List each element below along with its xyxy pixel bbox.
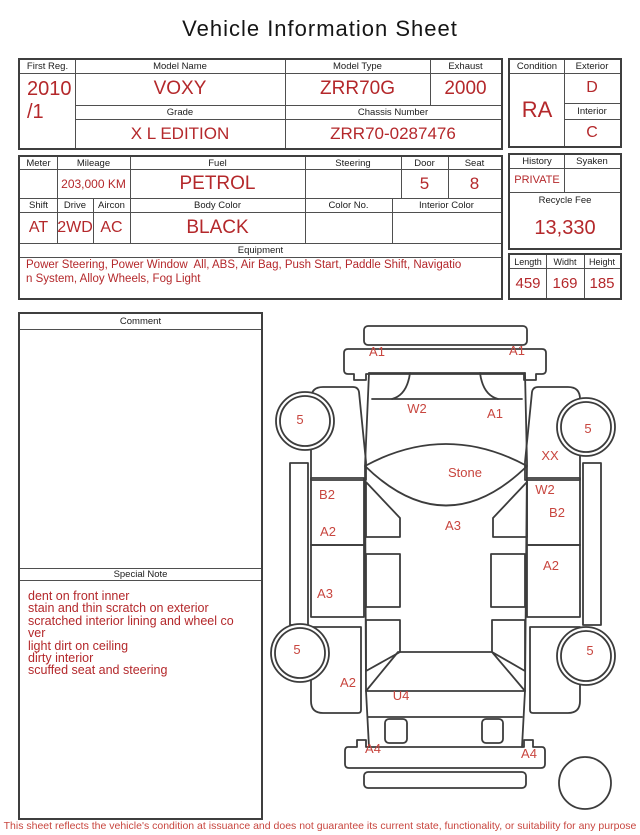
diagram-label-a1: A1 <box>487 406 503 421</box>
spare-wheel-circle <box>559 757 611 809</box>
dimensions-box <box>508 253 622 300</box>
diagram-label-w2: W2 <box>407 401 427 416</box>
diagram-label-a1: A1 <box>509 343 525 358</box>
right-headlight <box>482 719 503 743</box>
diagram-labels <box>293 343 593 761</box>
comment-label: Comment <box>119 316 162 327</box>
front-lower-strip <box>364 772 526 788</box>
diagram-label-w2: W2 <box>535 482 555 497</box>
first-reg-month: /1 <box>27 101 44 123</box>
special-note-line: stain and thin scratch on exterior <box>28 601 209 616</box>
spec-table <box>18 155 503 300</box>
equipment-line: Power Steering, Power Window All, ABS, Air Bag, Push Start, Paddle Shift, Navigatio <box>26 259 462 271</box>
special-note-text <box>20 590 261 677</box>
aircon-label: Aircon <box>98 199 125 211</box>
diagram-label-b2: B2 <box>549 505 565 520</box>
length-label: Length <box>514 256 542 267</box>
diagram-label-5: 5 <box>296 412 304 427</box>
history-value: PRIVATE <box>514 174 560 186</box>
comment-box <box>18 312 263 820</box>
right-front-door <box>527 545 580 617</box>
right-front-window <box>492 620 525 671</box>
diagram-label-stone: Stone <box>448 465 482 480</box>
exterior-value: D <box>586 79 598 96</box>
grade-value: X L EDITION <box>130 123 230 143</box>
seat-value: 8 <box>469 173 480 193</box>
left-rear-wheel <box>276 392 334 450</box>
first-reg-year: 2010 <box>27 78 72 100</box>
special-note-line: dent on front inner <box>28 589 130 603</box>
diagram-label-5: 5 <box>293 642 301 657</box>
chassis-number-value: ZRR70-0287476 <box>330 123 456 143</box>
condition-value: RA <box>521 96 553 122</box>
body-color-value: BLACK <box>186 216 249 238</box>
diagram-label-a2: A2 <box>340 675 356 690</box>
exterior-label: Exterior <box>575 61 609 72</box>
diagram-label-5: 5 <box>584 421 592 436</box>
interior-color-label: Interior Color <box>419 199 474 211</box>
page-title: Vehicle Information Sheet <box>182 16 458 41</box>
height-label: Height <box>588 256 615 267</box>
registration-table <box>18 58 503 150</box>
roof-glass <box>365 444 527 506</box>
divider <box>20 580 261 581</box>
seat-label: Seat <box>464 157 485 169</box>
equipment-label: Equipment <box>237 244 284 256</box>
rear-window-arc-right <box>480 373 498 399</box>
history-box <box>508 153 622 250</box>
model-type-label: Model Type <box>333 61 382 72</box>
grade-label: Grade <box>166 106 194 118</box>
diagram-label-5: 5 <box>586 643 594 658</box>
fuel-label: Fuel <box>208 157 227 169</box>
diagram-label-a3: A3 <box>317 586 333 601</box>
special-note-line: scuffed seat and steering <box>28 663 168 678</box>
diagram-label-a4: A4 <box>521 746 537 761</box>
width-value: 169 <box>552 274 578 292</box>
special-note-line: ver <box>28 626 46 641</box>
diagram-label-a1: A1 <box>369 344 385 359</box>
door-label: Door <box>414 157 435 169</box>
syaken-label: Syaken <box>576 156 608 167</box>
mileage-value: 203,000 KM <box>61 176 126 191</box>
first-reg-label: First Reg. <box>26 61 69 72</box>
model-name-value: VOXY <box>153 78 207 99</box>
left-headlight <box>385 719 407 743</box>
diagram-label-u4: U4 <box>392 688 410 703</box>
condition-box <box>508 58 622 148</box>
model-type-value: ZRR70G <box>320 78 395 99</box>
recycle-fee-value: 13,330 <box>534 216 596 239</box>
left-front-door <box>311 545 364 617</box>
comment-text <box>20 330 261 568</box>
mileage-label: Mileage <box>76 157 111 169</box>
shift-label: Shift <box>28 199 48 211</box>
right-door-window <box>491 554 525 607</box>
aircon-value: AC <box>100 218 123 236</box>
history-label: History <box>522 156 552 167</box>
right-quarter-window <box>493 482 527 537</box>
first-reg-value <box>22 78 80 124</box>
chassis-number-label: Chassis Number <box>357 106 429 118</box>
door-value: 5 <box>419 173 430 193</box>
left-front-window <box>366 620 400 671</box>
shift-value: AT <box>28 218 49 236</box>
interior-value: C <box>586 123 598 141</box>
right-rocker <box>583 463 601 625</box>
condition-label: Condition <box>516 61 558 72</box>
diagram-label-a4: A4 <box>365 741 381 756</box>
model-name-label: Model Name <box>153 61 207 72</box>
rear-spoiler <box>364 326 527 345</box>
recycle-fee-label: Recycle Fee <box>538 194 592 206</box>
height-value: 185 <box>589 274 615 292</box>
diagram-label-a2: A2 <box>543 558 559 573</box>
width-label: Widht <box>553 256 577 267</box>
diagram-label-xx: XX <box>541 448 559 463</box>
special-note-label: Special Note <box>113 568 168 580</box>
drive-label: Drive <box>63 199 87 211</box>
drive-value: 2WD <box>57 218 93 236</box>
special-note-line: light dirt on ceiling <box>28 638 129 653</box>
interior-label: Interior <box>577 105 607 117</box>
car-damage-diagram <box>270 310 640 810</box>
exhaust-value: 2000 <box>444 78 487 99</box>
meter-label: Meter <box>26 157 51 169</box>
special-note-line: dirty interior <box>28 651 94 666</box>
exhaust-label: Exhaust <box>448 61 483 72</box>
diagram-label-a2: A2 <box>320 524 336 539</box>
equipment-text <box>20 257 501 286</box>
body-color-label: Body Color <box>194 199 241 211</box>
rear-window-arc-left <box>392 373 410 399</box>
length-value: 459 <box>515 274 541 292</box>
equipment-line: n System, Alloy Wheels, Fog Light <box>26 272 201 285</box>
left-rocker <box>290 463 308 625</box>
disclaimer-text: This sheet reflects the vehicle's condition at issuance and does not guarantee its current state, functionality, or suitability for any purpose <box>3 820 637 832</box>
diagram-label-a3: A3 <box>445 518 461 533</box>
color-no-label: Color No. <box>328 199 369 211</box>
fuel-value: PETROL <box>179 172 256 194</box>
special-note-line: scratched interior lining and wheel co <box>28 613 234 628</box>
diagram-label-b2: B2 <box>319 487 335 502</box>
left-door-window <box>366 554 400 607</box>
steering-label: Steering <box>335 157 371 169</box>
